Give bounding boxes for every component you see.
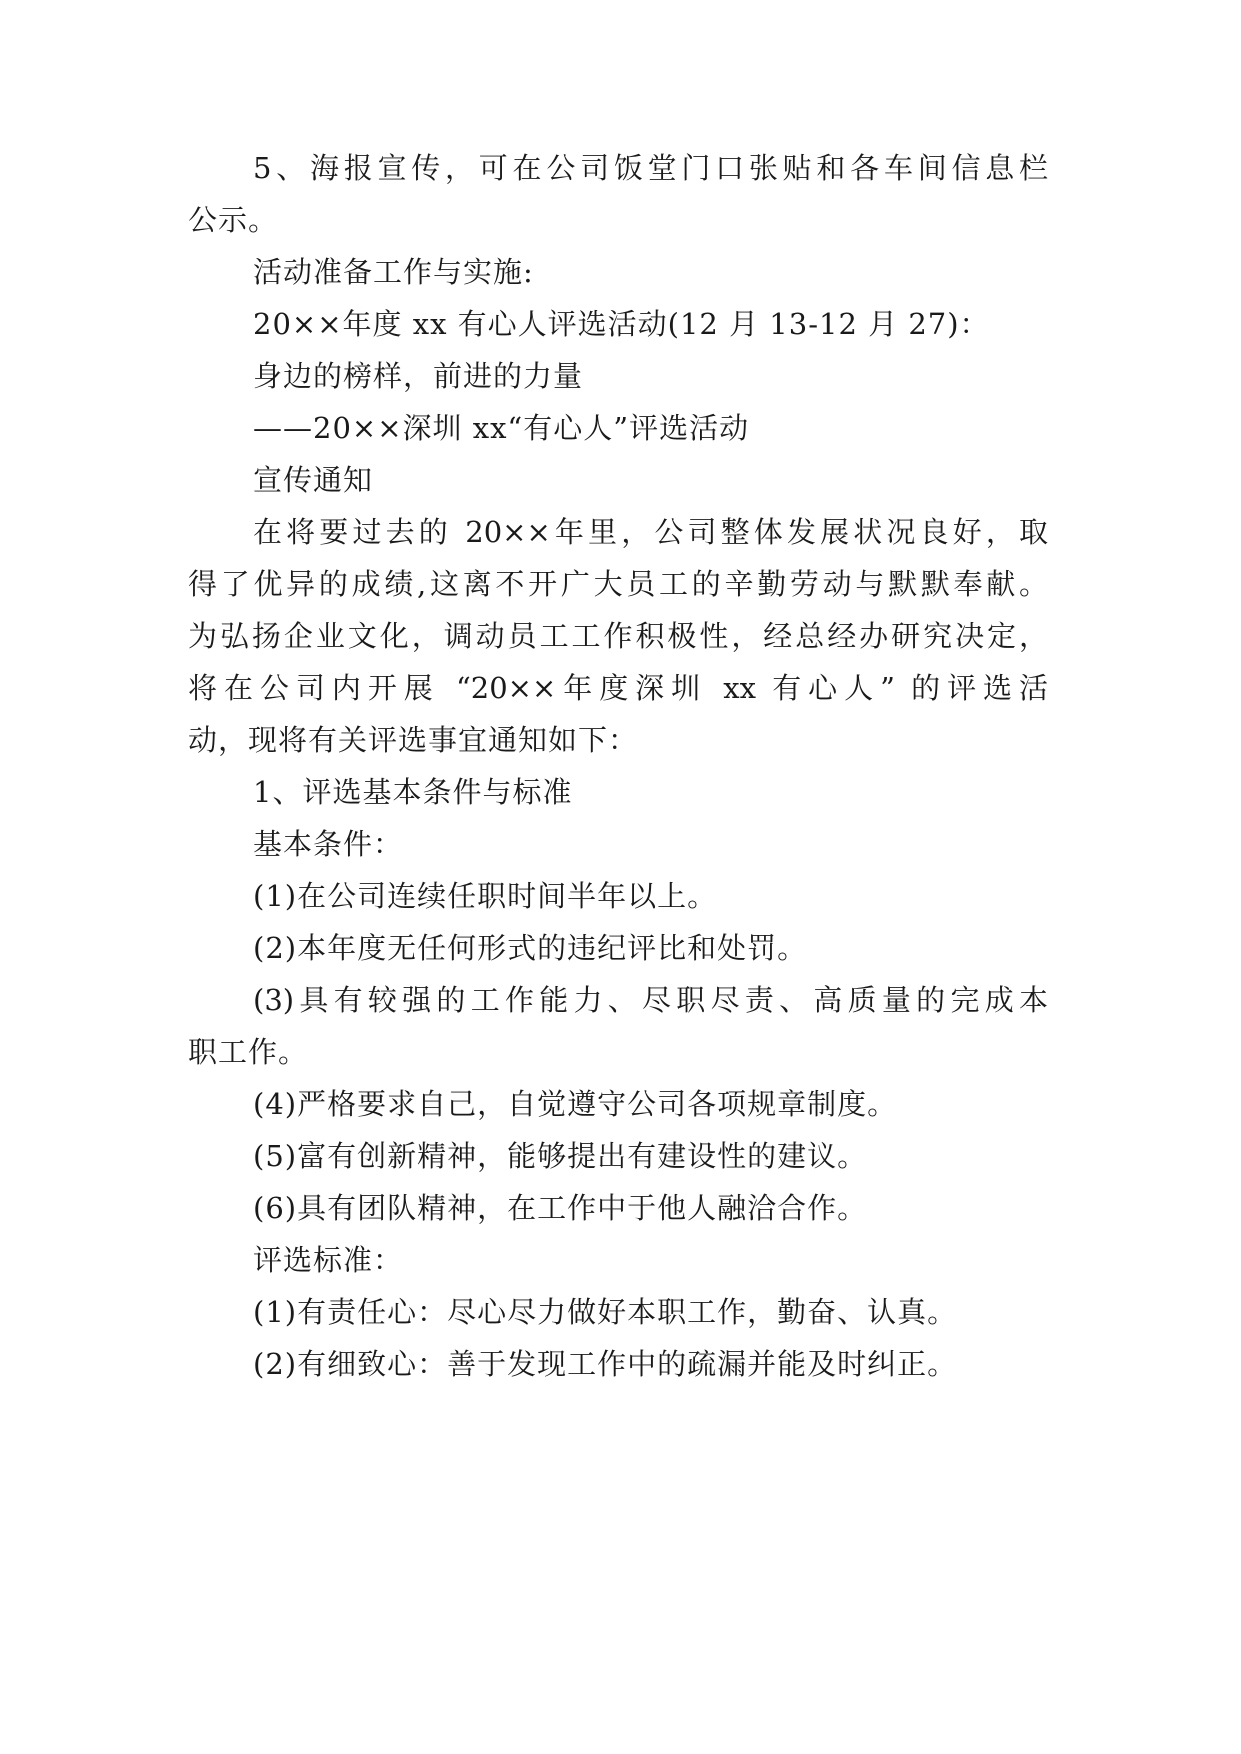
paragraph-line: (4)严格要求自己，自觉遵守公司各项规章制度。	[253, 1087, 898, 1121]
paragraph-line: 为弘扬企业文化，调动员工工作积极性，经总经办研究决定，	[188, 619, 1048, 653]
paragraph-line: ——20××深圳 xx“有心人”评选活动	[253, 411, 750, 445]
paragraph-line: 评选标准：	[253, 1243, 404, 1277]
paragraph-line: (1)在公司连续任职时间半年以上。	[253, 879, 718, 913]
paragraph-line: (2)本年度无任何形式的违纪评比和处罚。	[253, 931, 808, 965]
paragraph-line: 活动准备工作与实施:	[253, 255, 534, 289]
paragraph-line: 宣传通知	[253, 463, 374, 497]
paragraph-line: 基本条件：	[253, 827, 404, 861]
paragraph-line: 将在公司内开展 “20××年度深圳 xx 有心人” 的评选活	[188, 671, 1048, 705]
paragraph-line: (6)具有团队精神，在工作中于他人融洽合作。	[253, 1191, 868, 1225]
paragraph-line: 动，现将有关评选事宜通知如下：	[188, 723, 639, 757]
paragraph-line: 公示。	[188, 203, 279, 237]
paragraph-line: 5、海报宣传，可在公司饭堂门口张贴和各车间信息栏	[253, 151, 1048, 185]
paragraph-line: 1、评选基本条件与标准	[253, 775, 573, 809]
paragraph-line: 20××年度 xx 有心人评选活动(12 月 13-12 月 27)：	[253, 307, 990, 341]
paragraph-line: (3)具有较强的工作能力、尽职尽责、高质量的完成本	[253, 983, 1048, 1017]
paragraph-line: 得了优异的成绩,这离不开广大员工的辛勤劳动与默默奉献。	[188, 567, 1048, 601]
paragraph-line: 在将要过去的 20××年里，公司整体发展状况良好，取	[253, 515, 1048, 549]
paragraph-line: (1)有责任心：尽心尽力做好本职工作，勤奋、认真。	[253, 1295, 958, 1329]
paragraph-line: (2)有细致心：善于发现工作中的疏漏并能及时纠正。	[253, 1347, 958, 1381]
paragraph-line: 职工作。	[188, 1035, 309, 1069]
paragraph-line: (5)富有创新精神，能够提出有建设性的建议。	[253, 1139, 868, 1173]
paragraph-line: 身边的榜样，前进的力量	[253, 359, 584, 393]
